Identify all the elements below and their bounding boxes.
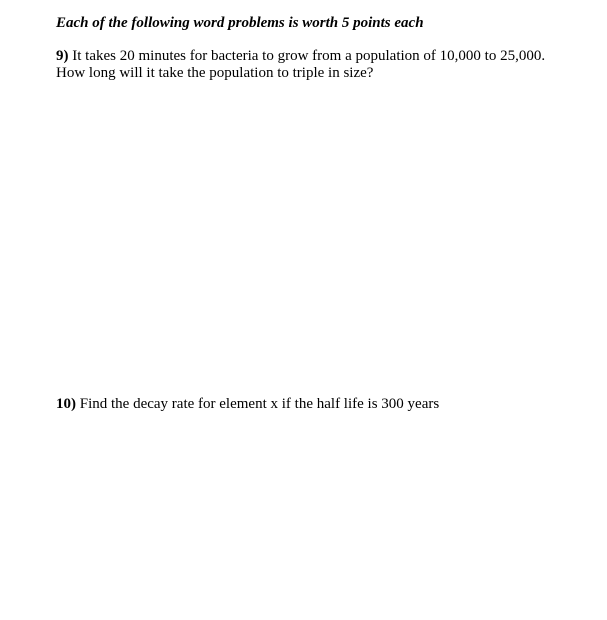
problem-number: 9) (56, 48, 69, 64)
problem-10 (56, 396, 571, 413)
problem-9 (56, 48, 571, 82)
problem-number: 10) (56, 396, 76, 412)
problem-text: It takes 20 minutes for bacteria to grow from a population of 10,000 to 25,000. How long will it take the population to triple in size? (56, 48, 546, 81)
worksheet-heading: Each of the following word problems is worth 5 points each (56, 15, 424, 31)
problem-text: Find the decay rate for element x if the half life is 300 years (79, 396, 440, 412)
